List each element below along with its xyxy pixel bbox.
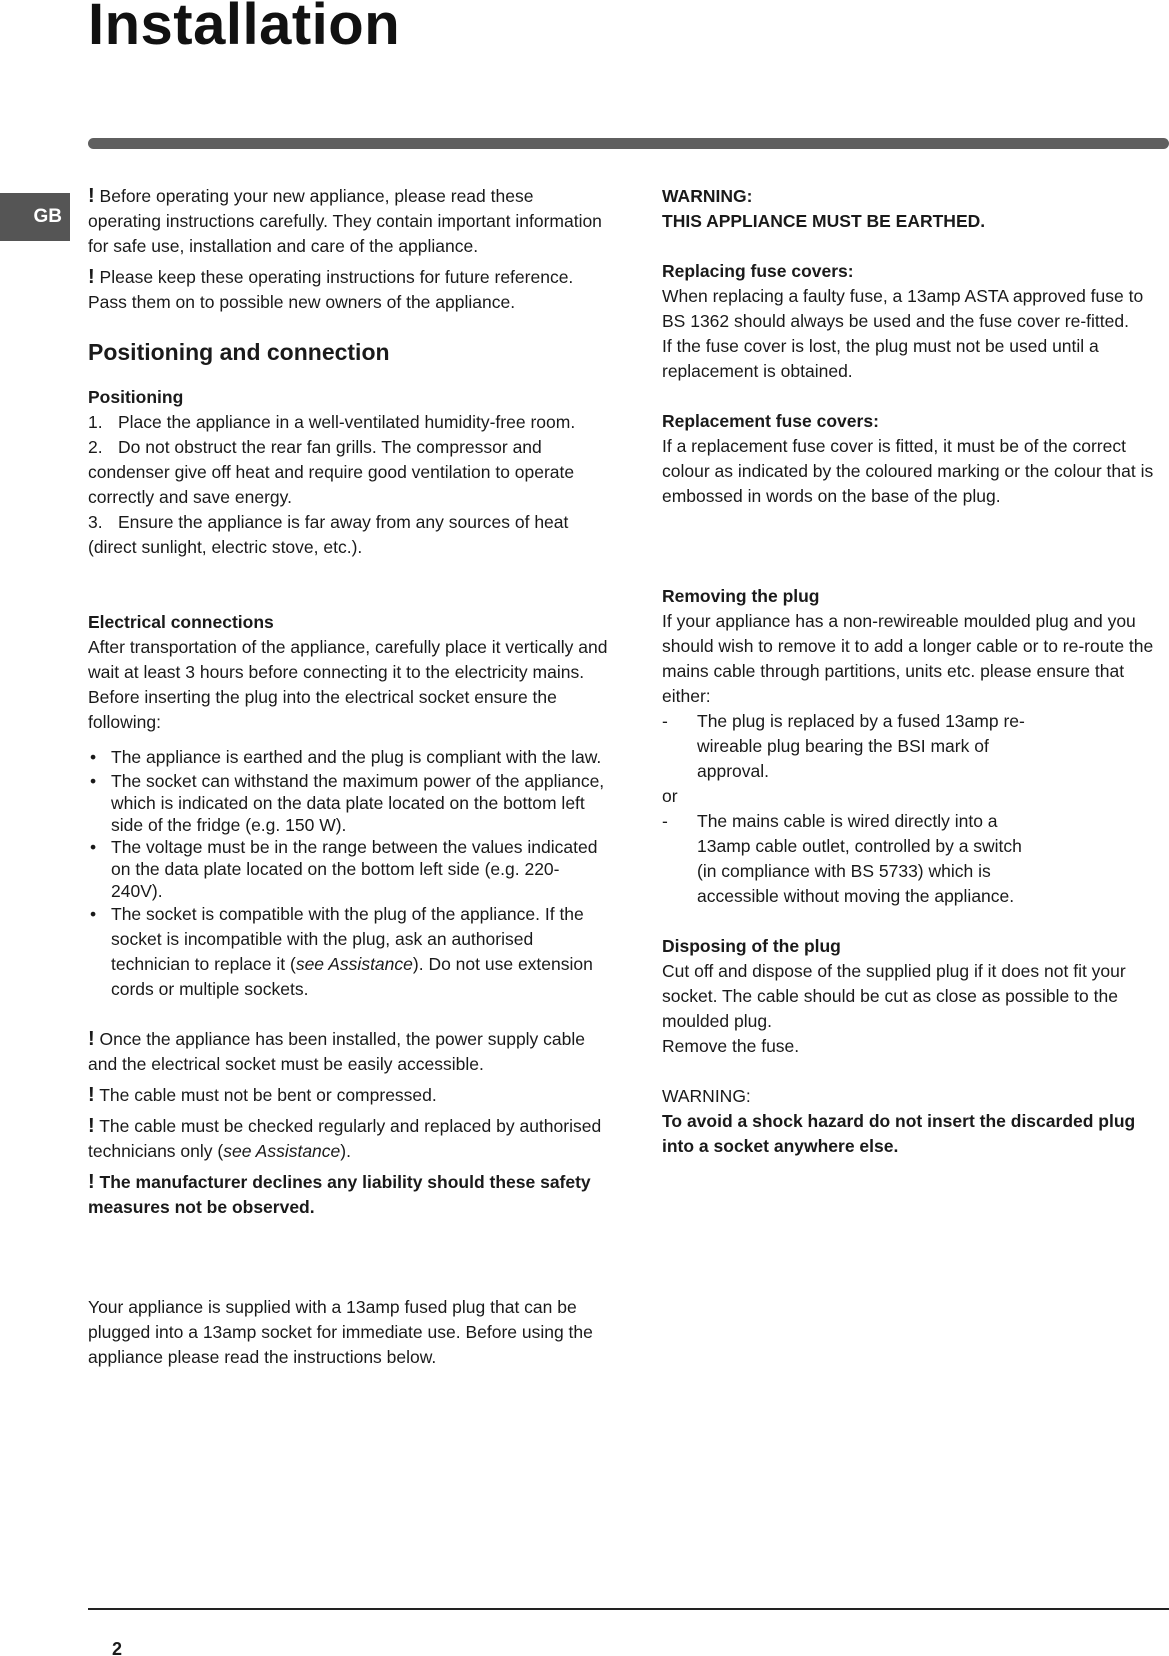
disposing-plug-heading: Disposing of the plug [662,936,841,956]
page-number: 2 [112,1639,123,1656]
list-item: - The mains cable is wired directly into a 13amp cable outlet, controlled by a switch (in compliance with BS 5733) which is accessible without moving the appliance. [662,811,1022,906]
footer-rule [88,1608,1169,1610]
intro-paragraph-2 [88,265,608,315]
positioning-heading: Positioning [88,387,184,407]
right-column [662,184,1169,1159]
electrical-heading: Electrical connections [88,612,274,632]
note-paragraph-3: ! The cable must be checked regularly and replaced by authorised technicians only (see Assistance). [88,1115,602,1161]
dash-icon: - [662,711,668,731]
liability-note: ! The manufacturer declines any liability should these safety measures not be observed. [88,1171,591,1217]
list-item: • The socket can withstand the maximum power of the appliance, which is indicated on the data plate located on the bottom left side of the fridge (e.g. 150 W). [90,771,605,835]
electrical-text: After transportation of the appliance, carefully place it vertically and wait at least 3 hours before connecting it to the electricity mains. Before inserting the plug into the electrical socket ensure the following: [88,637,608,732]
list-item: • The socket is compatible with the plug of the appliance. If the socket is incompatible with the plug, ask an authorised technician to replace it (see Assistance). Do not use extension cords or multiple sockets. [90,904,593,999]
warning-label-2: WARNING: [662,1086,751,1106]
language-tab: GB [0,193,70,241]
disposing-plug-text-1: Cut off and dispose of the supplied plug if it does not fit your socket. The cable should be cut as close as possible to the moulded plug. [662,961,1126,1031]
note-paragraph-2: ! The cable must not be bent or compressed. [88,1084,437,1106]
removing-plug-text: If your appliance has a non-rewireable moulded plug and you should wish to remove it to add a longer cable or to re-route the mains cable through partitions, units etc. please ensure that either: [662,611,1154,706]
positioning-item: 3. Ensure the appliance is far away from any sources of heat (direct sunlight, electric stove, etc.). [88,512,569,557]
page-title: Installation [88,0,401,57]
replacement-fuse-text: If a replacement fuse cover is fitted, it must be of the correct colour as indicated by the coloured marking or the colour that is embossed in words on the base of the plug. [662,436,1154,506]
warning-label: WARNING: [662,186,753,206]
earthed-warning: THIS APPLIANCE MUST BE EARTHED. [662,211,986,231]
title-rule [88,138,1169,149]
bullet-icon: • [90,747,97,767]
removing-plug-heading: Removing the plug [662,586,820,606]
replacing-fuse-text-2: If the fuse cover is lost, the plug must not be used until a replacement is obtained. [662,336,1099,381]
warning-mark-icon: ! [88,266,95,288]
warning-mark-icon: ! [88,1115,95,1137]
left-column [88,184,608,1370]
intro-text-2: Please keep these operating instructions for future reference. Pass them on to possible new owners of the appliance. [88,267,574,312]
positioning-item: 2. Do not obstruct the rear fan grills. The compressor and condenser give off heat and require good ventilation to operate correctly and save energy. [88,437,575,507]
disposing-plug-text-2: Remove the fuse. [662,1036,800,1056]
warning-mark-icon: ! [88,1028,95,1050]
note-paragraph-1: ! Once the appliance has been installed, the power supply cable and the electrical socket must be easily accessible. [88,1028,586,1074]
intro-text-1: Before operating your new appliance, please read these operating instructions carefully. They contain important information for safe use, installation and care of the appliance. [88,186,602,256]
bullet-icon: • [90,837,97,857]
intro-paragraph-1 [88,184,608,259]
warning-mark-icon: ! [88,185,95,207]
warning-mark-icon: ! [88,1171,95,1193]
list-item: • The appliance is earthed and the plug is compliant with the law. [88,745,608,770]
shock-hazard-warning: To avoid a shock hazard do not insert the discarded plug into a socket anywhere else. [662,1111,1136,1156]
replacement-fuse-heading: Replacement fuse covers: [662,411,879,431]
plug-intro-text: Your appliance is supplied with a 13amp fused plug that can be plugged into a 13amp socket for immediate use. Before using the appliance please read the instructions below. [88,1297,593,1367]
list-item: - The plug is replaced by a fused 13amp re-wireable plug bearing the BSI mark of approval. [662,711,1025,781]
replacing-fuse-heading: Replacing fuse covers: [662,261,854,281]
warning-mark-icon: ! [88,1084,95,1106]
positioning-item: 1. Place the appliance in a well-ventilated humidity-free room. [88,412,576,432]
bullet-icon: • [90,904,97,924]
list-item: • The voltage must be in the range between the values indicated on the data plate located on the bottom left side (e.g. 220-240V). [90,837,598,901]
or-text: or [662,786,678,806]
bullet-icon: • [90,771,97,791]
section-heading: Positioning and connection [88,339,390,365]
replacing-fuse-text-1: When replacing a faulty fuse, a 13amp ASTA approved fuse to BS 1362 should always be used and the fuse cover re-fitted. [662,286,1144,331]
dash-icon: - [662,811,668,831]
requirements-list [88,745,608,1002]
